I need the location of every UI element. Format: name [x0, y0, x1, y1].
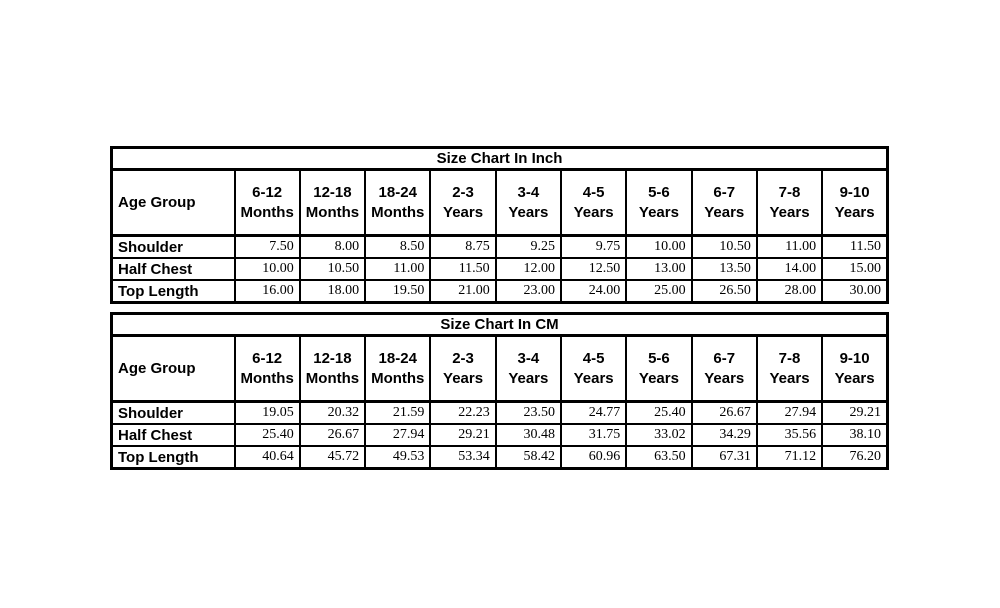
measurement-value: 30.00 [822, 280, 887, 303]
measurement-value: 22.23 [430, 402, 495, 425]
measurement-value: 33.02 [626, 424, 691, 446]
measurement-value: 24.00 [561, 280, 626, 303]
measurement-value: 58.42 [496, 446, 561, 469]
measurement-value: 40.64 [235, 446, 300, 469]
measurement-value: 29.21 [822, 402, 887, 425]
measurement-value: 12.50 [561, 258, 626, 280]
measurement-value: 19.50 [365, 280, 430, 303]
measurement-value: 10.00 [626, 236, 691, 259]
size-chart-inch-table [110, 146, 889, 304]
measurement-value: 20.32 [300, 402, 365, 425]
measurement-value: 13.50 [692, 258, 757, 280]
measurement-value: 71.12 [757, 446, 822, 469]
age-group-column-header: 7-8 Years [757, 170, 822, 236]
measurement-value: 45.72 [300, 446, 365, 469]
measurement-value: 26.50 [692, 280, 757, 303]
measurement-value: 67.31 [692, 446, 757, 469]
measurement-value: 11.50 [430, 258, 495, 280]
table-title: Size Chart In Inch [112, 148, 888, 170]
age-group-column-header: 6-12 Months [235, 336, 300, 402]
measurement-value: 13.00 [626, 258, 691, 280]
age-group-column-header: 9-10 Years [822, 170, 887, 236]
measurement-value: 30.48 [496, 424, 561, 446]
measurement-value: 12.00 [496, 258, 561, 280]
age-group-header-row [112, 336, 888, 402]
age-group-column-header: 18-24 Months [365, 170, 430, 236]
measurement-value: 34.29 [692, 424, 757, 446]
measurement-value: 29.21 [430, 424, 495, 446]
measurement-value: 23.00 [496, 280, 561, 303]
table-title-row [112, 148, 888, 170]
measurement-value: 15.00 [822, 258, 887, 280]
measurement-value: 28.00 [757, 280, 822, 303]
size-chart-cm-table [110, 312, 889, 470]
age-group-corner-header: Age Group [112, 336, 235, 402]
age-group-column-header: 12-18 Months [300, 336, 365, 402]
measurement-row-label: Top Length [112, 280, 235, 303]
age-group-column-header: 12-18 Months [300, 170, 365, 236]
age-group-column-header: 5-6 Years [626, 336, 691, 402]
measurement-value: 49.53 [365, 446, 430, 469]
age-group-corner-header: Age Group [112, 170, 235, 236]
measurement-value: 10.00 [235, 258, 300, 280]
age-group-column-header: 6-7 Years [692, 336, 757, 402]
measurement-value: 21.59 [365, 402, 430, 425]
measurement-value: 35.56 [757, 424, 822, 446]
measurement-row-label: Shoulder [112, 402, 235, 425]
measurement-value: 11.00 [365, 258, 430, 280]
table-title-row [112, 314, 888, 336]
age-group-column-header: 5-6 Years [626, 170, 691, 236]
age-group-column-header: 2-3 Years [430, 336, 495, 402]
measurement-value: 25.40 [626, 402, 691, 425]
measurement-value: 14.00 [757, 258, 822, 280]
age-group-column-header: 7-8 Years [757, 336, 822, 402]
measurement-value: 16.00 [235, 280, 300, 303]
measurement-row-label: Half Chest [112, 258, 235, 280]
measurement-value: 38.10 [822, 424, 887, 446]
age-group-column-header: 18-24 Months [365, 336, 430, 402]
measurement-value: 11.50 [822, 236, 887, 259]
measurement-value: 76.20 [822, 446, 887, 469]
measurement-value: 9.75 [561, 236, 626, 259]
measurement-value: 8.00 [300, 236, 365, 259]
age-group-column-header: 6-7 Years [692, 170, 757, 236]
measurement-value: 8.75 [430, 236, 495, 259]
measurement-value: 8.50 [365, 236, 430, 259]
measurement-row [112, 258, 888, 280]
measurement-value: 27.94 [365, 424, 430, 446]
measurement-value: 60.96 [561, 446, 626, 469]
measurement-row [112, 280, 888, 303]
age-group-column-header: 3-4 Years [496, 336, 561, 402]
age-group-column-header: 3-4 Years [496, 170, 561, 236]
measurement-value: 26.67 [300, 424, 365, 446]
measurement-value: 9.25 [496, 236, 561, 259]
age-group-column-header: 4-5 Years [561, 170, 626, 236]
age-group-column-header: 6-12 Months [235, 170, 300, 236]
measurement-value: 26.67 [692, 402, 757, 425]
measurement-row-label: Top Length [112, 446, 235, 469]
age-group-column-header: 9-10 Years [822, 336, 887, 402]
measurement-value: 25.00 [626, 280, 691, 303]
measurement-value: 11.00 [757, 236, 822, 259]
measurement-value: 53.34 [430, 446, 495, 469]
table-title: Size Chart In CM [112, 314, 888, 336]
measurement-row [112, 446, 888, 469]
measurement-row-label: Shoulder [112, 236, 235, 259]
measurement-value: 24.77 [561, 402, 626, 425]
measurement-value: 10.50 [300, 258, 365, 280]
measurement-row-label: Half Chest [112, 424, 235, 446]
measurement-value: 23.50 [496, 402, 561, 425]
measurement-row [112, 424, 888, 446]
measurement-value: 27.94 [757, 402, 822, 425]
measurement-row [112, 402, 888, 425]
measurement-value: 31.75 [561, 424, 626, 446]
measurement-value: 63.50 [626, 446, 691, 469]
measurement-value: 7.50 [235, 236, 300, 259]
measurement-value: 19.05 [235, 402, 300, 425]
age-group-header-row [112, 170, 888, 236]
age-group-column-header: 2-3 Years [430, 170, 495, 236]
age-group-column-header: 4-5 Years [561, 336, 626, 402]
measurement-value: 25.40 [235, 424, 300, 446]
measurement-value: 18.00 [300, 280, 365, 303]
measurement-value: 21.00 [430, 280, 495, 303]
measurement-row [112, 236, 888, 259]
measurement-value: 10.50 [692, 236, 757, 259]
